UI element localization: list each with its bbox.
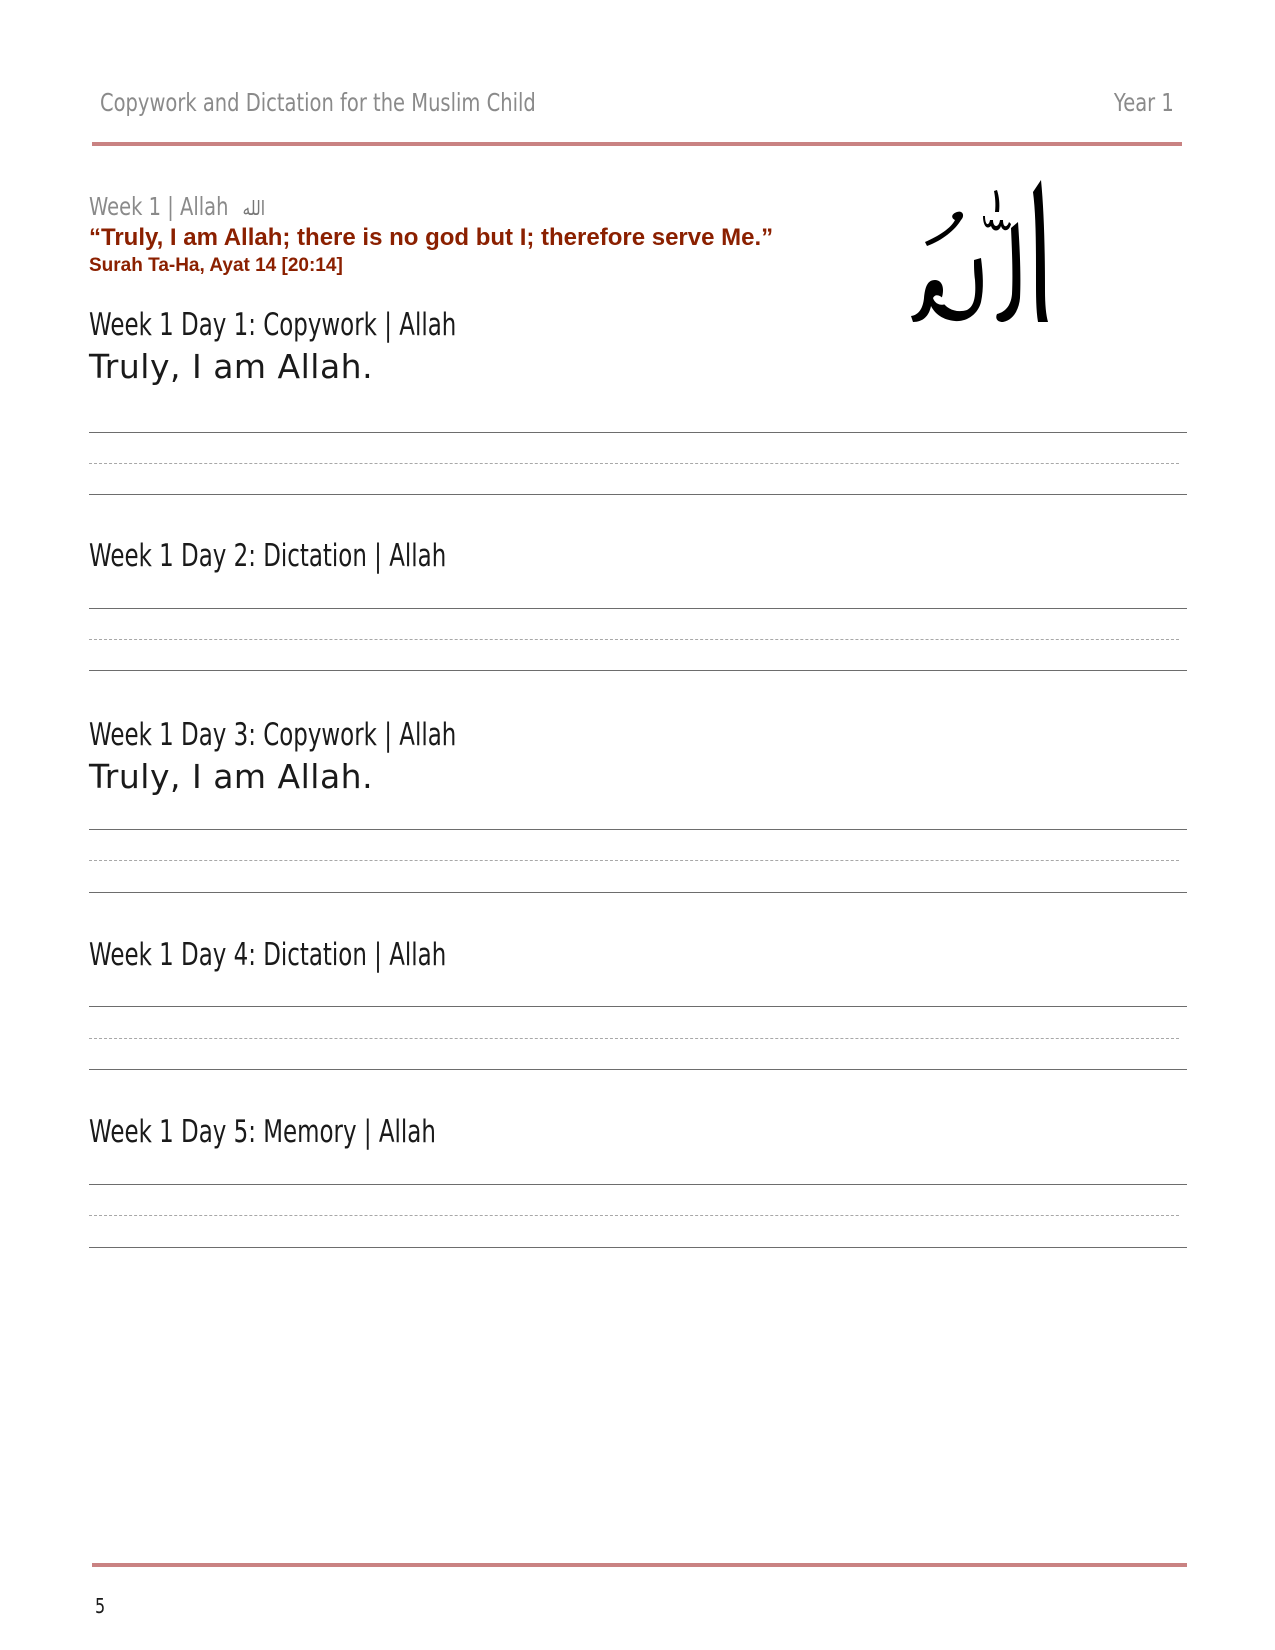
allah-calligraphy-image (905, 170, 1075, 345)
day-2-base-line (89, 670, 1187, 671)
day-3-base-line (89, 892, 1187, 893)
page-number: 5 (95, 1594, 106, 1618)
day-4-mid-line (89, 1038, 1179, 1039)
week-arabic-label: الله (242, 196, 266, 220)
week-title (89, 192, 265, 221)
day-3-copy-text: Truly, I am Allah. (89, 757, 374, 796)
verse-quote: “Truly, I am Allah; there is no god but I; therefore serve Me.” (89, 224, 774, 251)
day-5-heading: Week 1 Day 5: Memory | Allah (89, 1114, 436, 1150)
book-title: Copywork and Dictation for the Muslim Child (100, 88, 536, 117)
day-1-heading: Week 1 Day 1: Copywork | Allah (89, 307, 457, 343)
year-label: Year 1 (1114, 88, 1174, 117)
day-5-top-line (89, 1184, 1187, 1185)
header-divider (92, 142, 1182, 146)
day-1-base-line (89, 494, 1187, 495)
day-3-heading: Week 1 Day 3: Copywork | Allah (89, 717, 457, 753)
day-3-mid-line (89, 860, 1179, 861)
day-2-mid-line (89, 639, 1179, 640)
day-1-top-line (89, 432, 1187, 433)
footer-divider (92, 1563, 1187, 1567)
day-1-mid-line (89, 463, 1179, 464)
verse-citation: Surah Ta-Ha, Ayat 14 [20:14] (89, 255, 343, 276)
day-3-top-line (89, 829, 1187, 830)
day-5-mid-line (89, 1215, 1179, 1216)
day-4-top-line (89, 1006, 1187, 1007)
day-2-top-line (89, 608, 1187, 609)
day-2-heading: Week 1 Day 2: Dictation | Allah (89, 538, 447, 574)
day-4-base-line (89, 1069, 1187, 1070)
day-4-heading: Week 1 Day 4: Dictation | Allah (89, 937, 447, 973)
day-1-copy-text: Truly, I am Allah. (89, 347, 374, 386)
week-label: Week 1 | Allah (89, 192, 229, 221)
day-5-base-line (89, 1247, 1187, 1248)
